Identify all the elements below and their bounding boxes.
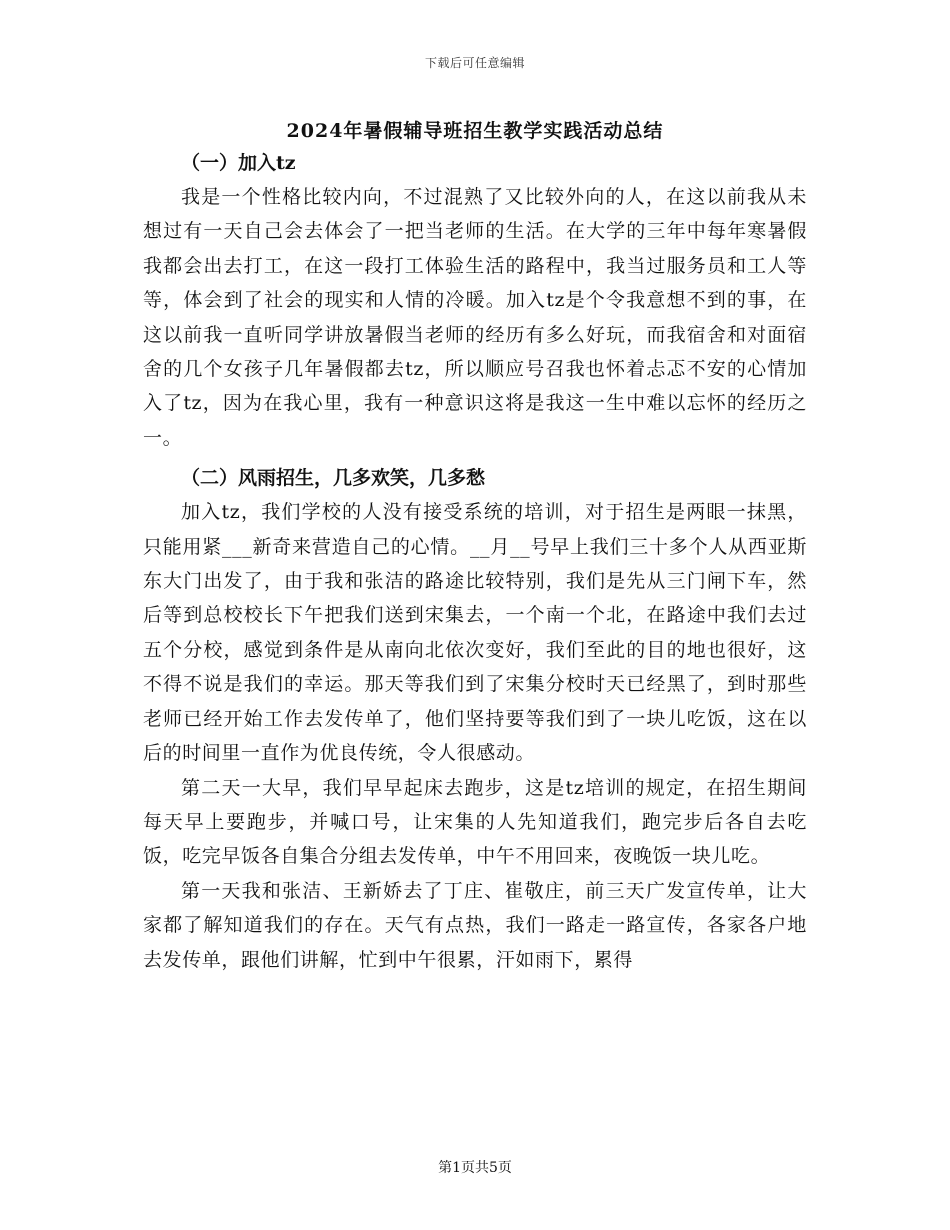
- document-title: 2024年暑假辅导班招生教学实践活动总结: [286, 120, 664, 142]
- paragraph: 加入tz，我们学校的人没有接受系统的培训，对于招生是两眼一抹黑，只能用紧___新奇来营造自己的心情。__月__号早上我们三十多个人从西亚斯东大门出发了，由于我和张洁的路途比较特别，我们是先从三门闸下车，然后等到总校校长下午把我们送到宋集去，一个南一个北，在路途中我们去过五个分校，感觉到条件是从南向北依次变好，我们至此的目的地也很好，这不得不说是我们的幸运。那天等我们到了宋集分校时天已经黑了，到时那些老师已经开始工作去发传单了，他们坚持要等我们到了一块儿吃饭，这在以后的时间里一直作为优良传统，令人很感动。: [143, 501, 807, 765]
- header-note: 下载后可任意编辑: [424, 56, 525, 70]
- document-body: [143, 146, 807, 977]
- section-heading-2: （二）风雨招生，几多欢笑，几多愁: [181, 467, 486, 490]
- paragraph: 第一天我和张洁、王新娇去了丁庄、崔敬庄，前三天广发宣传单，让大家都了解知道我们的存在。天气有点热，我们一路走一路宣传，各家各户地去发传单，跟他们讲解，忙到中午很累，汗如雨下，累得: [143, 879, 807, 971]
- page-number: 第1页共5页: [438, 1160, 512, 1176]
- paragraph: 第二天一大早，我们早早起床去跑步，这是tz培训的规定，在招生期间每天早上要跑步，并喊口号，让宋集的人先知道我们，跑完步后各自去吃饭，吃完早饭各自集合分组去发传单，中午不用回来，夜晚饭一块儿吃。: [143, 776, 807, 868]
- section-heading-1: （一）加入tz: [181, 152, 296, 174]
- paragraph: 我是一个性格比较内向，不过混熟了又比较外向的人，在这以前我从未想过有一天自己会去体会了一把当老师的生活。在大学的三年中每年寒暑假我都会出去打工，在这一段打工体验生活的路程中，我当过服务员和工人等等，体会到了社会的现实和人情的冷暖。加入tz是个令我意想不到的事，在这以前我一直听同学讲放暑假当老师的经历有多么好玩，而我宿舍和对面宿舍的几个女孩子几年暑假都去tz，所以顺应号召我也怀着忐忑不安的心情加入了tz，因为在我心里，我有一种意识这将是我这一生中难以忘怀的经历之一。: [143, 186, 807, 449]
